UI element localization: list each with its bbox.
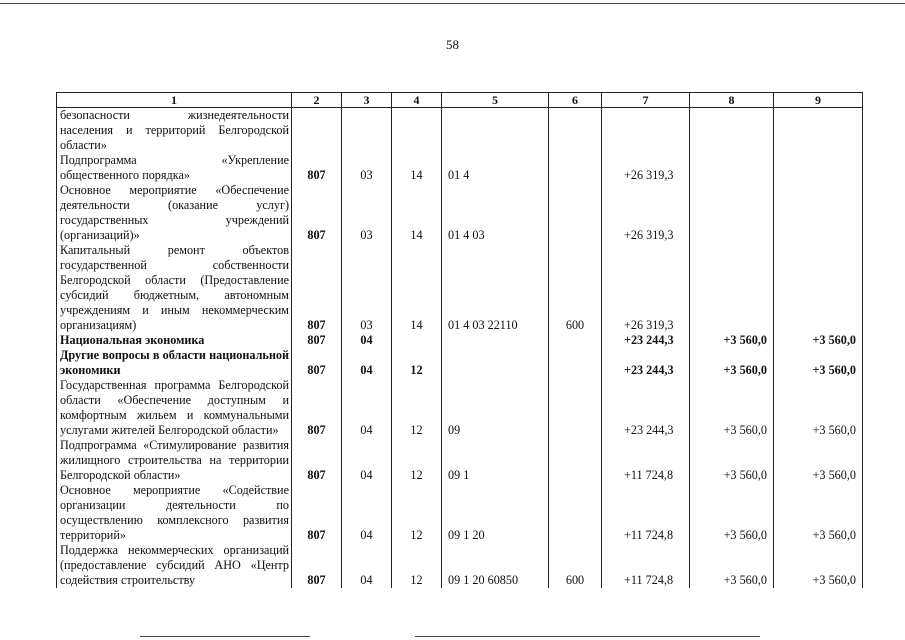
- bottom-rule-right: [415, 636, 760, 637]
- amount-current-cell: +26 319,3: [602, 153, 690, 183]
- amount-current-cell: [602, 108, 690, 154]
- code-subsection-cell: [392, 108, 442, 154]
- table-row: [57, 243, 863, 333]
- amount-year3-cell: [774, 183, 863, 243]
- row-name-cell: Подпрограмма «Укрепление общественного порядка»: [57, 153, 292, 183]
- amount-year3-cell: +3 560,0: [774, 348, 863, 378]
- code-section-cell: 04: [342, 483, 392, 543]
- amount-current-cell: +26 319,3: [602, 243, 690, 333]
- amount-current-cell: +23 244,3: [602, 348, 690, 378]
- amount-year2-cell: [690, 153, 774, 183]
- amount-year2-cell: +3 560,0: [690, 378, 774, 438]
- amount-year3-cell: [774, 243, 863, 333]
- code-section-cell: 04: [342, 333, 392, 348]
- code-expense-type-cell: [549, 333, 602, 348]
- code-chapter-cell: 807: [292, 183, 342, 243]
- bottom-rule-left: [140, 636, 310, 637]
- code-subsection-cell: 12: [392, 378, 442, 438]
- amount-year3-cell: [774, 153, 863, 183]
- amount-year3-cell: +3 560,0: [774, 378, 863, 438]
- code-expense-type-cell: [549, 348, 602, 378]
- amount-year3-cell: +3 560,0: [774, 438, 863, 483]
- table-row: [57, 153, 863, 183]
- amount-year2-cell: +3 560,0: [690, 483, 774, 543]
- code-expense-type-cell: [549, 183, 602, 243]
- amount-year3-cell: [774, 108, 863, 154]
- code-expense-type-cell: 600: [549, 243, 602, 333]
- code-expense-type-cell: [549, 153, 602, 183]
- code-section-cell: 03: [342, 243, 392, 333]
- amount-year2-cell: +3 560,0: [690, 438, 774, 483]
- row-name-cell: Основное мероприятие «Содействие организации деятельности по осуществлению комплексного развития территорий»: [57, 483, 292, 543]
- code-section-cell: 04: [342, 543, 392, 588]
- row-name-cell: Государственная программа Белгородской области «Обеспечение доступным и комфортным жильем и коммунальными услугами жителей Белгородской области»: [57, 378, 292, 438]
- code-target-cell: 01 4 03: [442, 183, 549, 243]
- table-row: [57, 483, 863, 543]
- table-row: [57, 378, 863, 438]
- code-subsection-cell: 12: [392, 543, 442, 588]
- budget-table-wrapper: [56, 92, 862, 588]
- amount-year2-cell: +3 560,0: [690, 333, 774, 348]
- page-number: 58: [446, 37, 459, 52]
- amount-year2-cell: [690, 108, 774, 154]
- col-header-8: 8: [690, 93, 774, 108]
- table-row: [57, 183, 863, 243]
- code-expense-type-cell: [549, 438, 602, 483]
- table-row: [57, 333, 863, 348]
- col-header-3: 3: [342, 93, 392, 108]
- code-target-cell: 09: [442, 378, 549, 438]
- amount-current-cell: +26 319,3: [602, 183, 690, 243]
- code-chapter-cell: 807: [292, 348, 342, 378]
- table-row: [57, 438, 863, 483]
- code-chapter-cell: 807: [292, 378, 342, 438]
- col-header-6: 6: [549, 93, 602, 108]
- row-name-cell: Поддержка некоммерческих организаций (предоставление субсидий АНО «Центр содействия строительству: [57, 543, 292, 588]
- code-subsection-cell: 14: [392, 183, 442, 243]
- code-chapter-cell: 807: [292, 333, 342, 348]
- code-target-cell: 01 4 03 22110: [442, 243, 549, 333]
- col-header-4: 4: [392, 93, 442, 108]
- amount-year2-cell: [690, 243, 774, 333]
- col-header-9: 9: [774, 93, 863, 108]
- amount-year3-cell: +3 560,0: [774, 483, 863, 543]
- code-expense-type-cell: [549, 378, 602, 438]
- amount-year2-cell: [690, 183, 774, 243]
- code-section-cell: 04: [342, 378, 392, 438]
- amount-year3-cell: +3 560,0: [774, 543, 863, 588]
- code-target-cell: [442, 108, 549, 154]
- amount-year3-cell: +3 560,0: [774, 333, 863, 348]
- col-header-1: 1: [57, 93, 292, 108]
- code-expense-type-cell: [549, 483, 602, 543]
- row-name-cell: Капитальный ремонт объектов государственной собственности Белгородской области (Предоставление субсидий бюджетным, автономным учреждениям и иным некоммерческим организациям): [57, 243, 292, 333]
- code-target-cell: [442, 348, 549, 378]
- code-subsection-cell: 14: [392, 243, 442, 333]
- code-section-cell: 03: [342, 183, 392, 243]
- table-header-row: [57, 93, 863, 108]
- code-chapter-cell: [292, 108, 342, 154]
- top-rule: [0, 3, 905, 4]
- code-section-cell: 03: [342, 153, 392, 183]
- code-chapter-cell: 807: [292, 243, 342, 333]
- code-expense-type-cell: 600: [549, 543, 602, 588]
- table-row: [57, 348, 863, 378]
- col-header-5: 5: [442, 93, 549, 108]
- amount-current-cell: +23 244,3: [602, 378, 690, 438]
- code-chapter-cell: 807: [292, 438, 342, 483]
- code-chapter-cell: 807: [292, 543, 342, 588]
- row-name-cell: Подпрограмма «Стимулирование развития жилищного строительства на территории Белгородской области»: [57, 438, 292, 483]
- table-row: [57, 108, 863, 154]
- code-target-cell: [442, 333, 549, 348]
- col-header-2: 2: [292, 93, 342, 108]
- code-subsection-cell: 12: [392, 483, 442, 543]
- row-name-cell: Основное мероприятие «Обеспечение деятельности (оказание услуг) государственных учреждений (организаций)»: [57, 183, 292, 243]
- table-row: [57, 543, 863, 588]
- row-name-cell: безопасности жизнедеятельности населения и территорий Белгородской области»: [57, 108, 292, 154]
- code-target-cell: 09 1: [442, 438, 549, 483]
- amount-current-cell: +11 724,8: [602, 483, 690, 543]
- code-section-cell: 04: [342, 348, 392, 378]
- code-chapter-cell: 807: [292, 153, 342, 183]
- code-subsection-cell: [392, 333, 442, 348]
- code-subsection-cell: 14: [392, 153, 442, 183]
- budget-table: [56, 92, 863, 588]
- amount-year2-cell: +3 560,0: [690, 348, 774, 378]
- code-target-cell: 01 4: [442, 153, 549, 183]
- code-chapter-cell: 807: [292, 483, 342, 543]
- row-name-cell: Другие вопросы в области национальной экономики: [57, 348, 292, 378]
- code-subsection-cell: 12: [392, 438, 442, 483]
- amount-year2-cell: +3 560,0: [690, 543, 774, 588]
- row-name-cell: Национальная экономика: [57, 333, 292, 348]
- amount-current-cell: +11 724,8: [602, 543, 690, 588]
- amount-current-cell: +23 244,3: [602, 333, 690, 348]
- code-section-cell: [342, 108, 392, 154]
- code-target-cell: 09 1 20: [442, 483, 549, 543]
- table-body: [57, 108, 863, 589]
- code-target-cell: 09 1 20 60850: [442, 543, 549, 588]
- code-subsection-cell: 12: [392, 348, 442, 378]
- code-section-cell: 04: [342, 438, 392, 483]
- col-header-7: 7: [602, 93, 690, 108]
- amount-current-cell: +11 724,8: [602, 438, 690, 483]
- code-expense-type-cell: [549, 108, 602, 154]
